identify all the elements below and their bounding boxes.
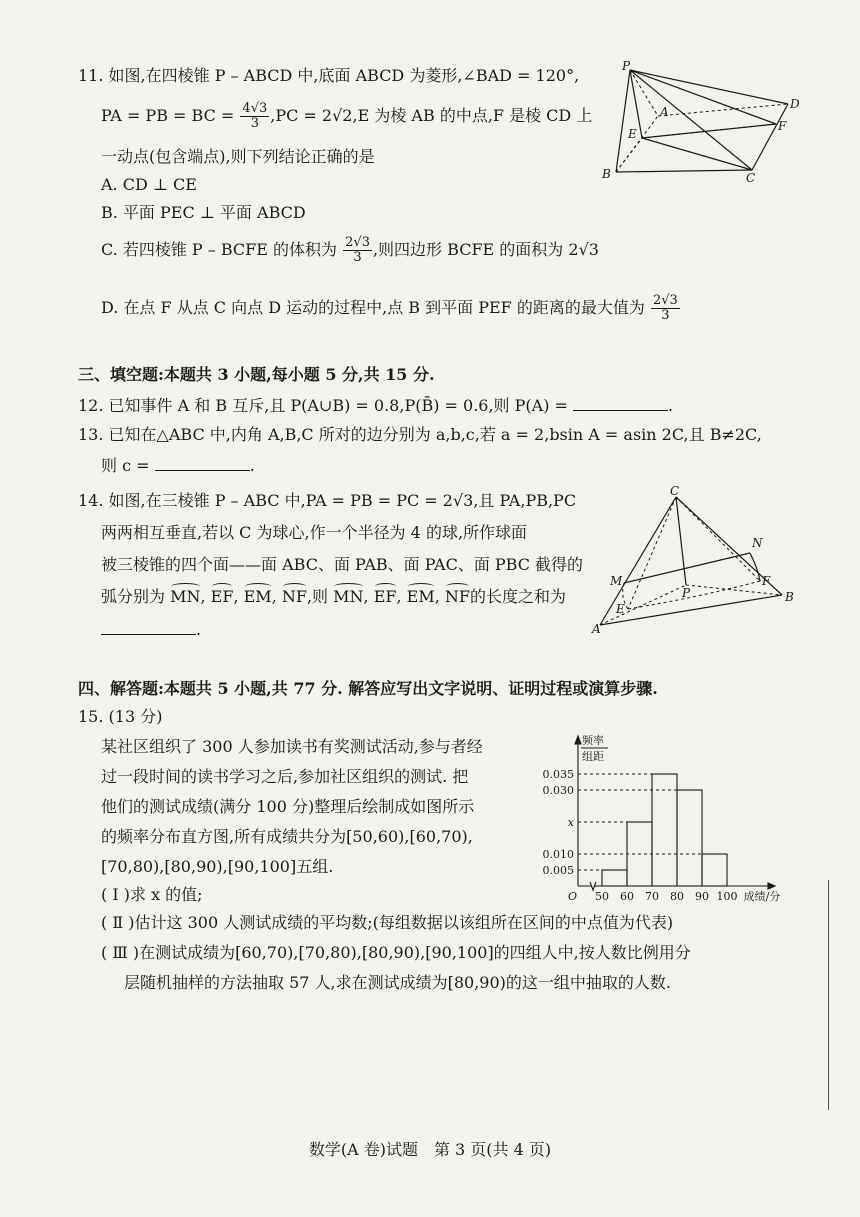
frequency-histogram [530,728,795,908]
arc-mn: MN [170,587,201,606]
y-label-top: 频率 [582,734,604,747]
origin-label: O [568,890,578,903]
margin-rule [828,880,829,1110]
arc-em: EM [243,587,272,606]
q14-answer-blank [101,618,196,635]
q14-line4: 弧分别为 MN, EF, EM, NF,则 MN, EF, EM, NF的长度之和为 [101,587,567,606]
label-c: C [746,171,756,185]
q11-line1: 11. 如图,在四棱锥 P – ABCD 中,底面 ABCD 为菱形,∠BAD = 120°, [78,66,580,85]
x-axis-label: 成绩/分 [743,890,781,903]
label-m: M [610,574,623,588]
q13-line1: 13. 已知在△ABC 中,内角 A,B,C 所对的边分别为 a,b,c,若 a = 2,bsin A = asin 2C,且 B≠2C, [78,425,762,444]
arc-nf-2: NF [444,587,471,606]
edge-ec [642,138,752,170]
q11-fraction-1 [240,102,269,131]
q14-line1: 14. 如图,在三棱锥 P – ABC 中,PA = PB = PC = 2√3,且 PA,PB,PC [78,491,577,510]
q15-part-2: ( Ⅱ )估计这 300 人测试成绩的平均数;(每组数据以该组所在区间的中点值为代表) [101,913,674,932]
q15-para-2: 过一段时间的读书学习之后,参加社区组织的测试. 把 [101,767,469,786]
fraction-numerator: 2√3 [345,235,370,250]
q15-head: 15. (13 分) [78,707,163,726]
q11-option-d [101,290,681,326]
q13-line2-text: 则 c = [101,456,150,475]
label-f: F [762,574,771,588]
q14-line4-mid: ,则 [306,587,329,606]
arc-nf: NF [281,587,307,606]
q11-option-c [101,232,599,268]
q11-option-c-a: C. 若四棱锥 P – BCFE 的体积为 [101,240,338,259]
q11-line2 [101,98,592,134]
x-tick-label: 50 [595,890,609,903]
q11-line2-a: PA = PB = BC = [101,106,235,125]
q13-answer-blank [155,454,250,471]
arc-em-2: EM [406,587,435,606]
q15-para-5: [70,80),[80,90),[90,100]五组. [101,857,334,876]
label-d: D [790,97,800,111]
label-e: E [628,127,637,141]
q13-end: . [249,456,255,475]
histogram-bar [677,790,702,886]
fraction-denominator: 3 [661,308,670,323]
histogram-bar [602,870,627,886]
y-label-bottom: 组距 [582,750,604,763]
q15-para-4: 的频率分布直方图,所有成绩共分为[50,60),[60,70), [101,827,473,846]
label-e: E [616,602,625,616]
q14-line3: 被三棱锥的四个面——面 ABC、面 PAB、面 PAC、面 PBC 截得的 [101,555,584,574]
label-b: B [602,167,611,181]
label-a: A [592,622,601,635]
edge-cd [752,104,788,170]
x-axis-arrow [768,883,775,889]
arc-ef: EF [210,587,234,606]
y-tick-label: 0.010 [542,848,574,861]
section-3-heading: 三、填空题:本题共 3 小题,每小题 5 分,共 15 分. [78,365,435,384]
edge-ad [658,104,788,116]
q14-tetrahedron-figure [590,485,805,635]
edge-cp [676,497,686,585]
edge-pa [600,585,686,625]
edge-pc [630,70,752,170]
fraction-numerator: 4√3 [242,101,268,116]
q11-option-c-fraction [343,236,372,265]
edge-bc [616,170,752,172]
q15-part-1: ( Ⅰ )求 x 的值; [101,885,203,904]
y-tick-label: 0.035 [542,768,574,781]
fraction-denominator: 3 [250,116,259,131]
arc-ef-2: EF [373,587,397,606]
y-tick-label: x [567,816,574,829]
q15-part-3-line1: ( Ⅲ )在测试成绩为[60,70),[70,80),[80,90),[90,100]的四组人中,按人数比例用分 [101,943,691,962]
q11-option-a: A. CD ⊥ CE [101,175,197,194]
q15-para-1: 某社区组织了 300 人参加读书有奖测试活动,参与者经 [101,737,483,756]
edge-ca [600,497,676,625]
q14-end: . [196,620,202,639]
label-p: P [622,59,631,73]
q14-line4-post: 的长度之和为 [470,587,567,606]
fraction-denominator: 3 [353,250,362,265]
page-footer: 数学(A 卷)试题 第 3 页(共 4 页) [308,1140,552,1159]
label-a: A [660,105,669,119]
q15-para-3: 他们的测试成绩(满分 100 分)整理后绘制成如图所示 [101,797,475,816]
arc-ef-curve [628,581,760,609]
fraction-numerator: 2√3 [652,293,678,308]
edge-ab [600,595,782,625]
y-axis-arrow [575,736,581,744]
histogram-bar [652,774,677,886]
x-tick-label: 60 [620,890,634,903]
label-c: C [670,485,680,498]
label-n: N [752,536,763,550]
q11-option-d-fraction [651,294,680,323]
edge-ce [628,497,676,609]
q12 [78,394,673,417]
section-4-heading: 四、解答题:本题共 5 小题,共 77 分. 解答应写出文字说明、证明过程或演算步骤. [78,679,658,698]
y-tick-label: 0.030 [542,784,574,797]
label-b: B [785,590,794,604]
q15-part-3-line2: 层随机抽样的方法抽取 57 人,求在测试成绩为[80,90)的这一组中抽取的人数. [124,973,671,992]
q14-line2: 两两相互垂直,若以 C 为球心,作一个半径为 4 的球,所作球面 [101,523,528,542]
label-f: F [778,119,787,133]
q11-option-d-a: D. 在点 F 从点 C 向点 D 运动的过程中,点 B 到平面 PEF 的距离的最大值为 [101,298,645,317]
edge-cf [676,497,760,581]
x-tick-label: 80 [670,890,684,903]
x-tick-label: 100 [716,890,738,903]
x-tick-label: 90 [695,890,709,903]
q12-end: . [668,396,674,415]
q13-line2 [101,454,255,477]
q12-text: 12. 已知事件 A 和 B 互斥,且 P(A∪B) = 0.8,P(B̄) = 0.6,则 P(A) = [78,396,568,415]
q11-pyramid-figure [600,58,810,186]
q14-line5 [101,618,201,641]
arc-mn-curve [624,553,750,583]
q12-answer-blank [573,394,668,411]
q11-line2-b: ,PC = 2√2,E 为棱 AB 的中点,F 是棱 CD 上 [270,106,593,125]
q14-line4-pre: 弧分别为 [101,587,166,606]
q11-option-c-b: ,则四边形 BCFE 的面积为 2√3 [372,240,599,259]
arc-mn-2: MN [333,587,364,606]
label-p: P [682,586,691,600]
histogram-bar [702,854,727,886]
q11-option-b: B. 平面 PEC ⊥ 平面 ABCD [101,203,306,222]
q11-line3: 一动点(包含端点),则下列结论正确的是 [101,147,375,166]
y-tick-label: 0.005 [542,864,574,877]
x-tick-label: 70 [645,890,659,903]
edge-ef-dash [642,124,776,138]
